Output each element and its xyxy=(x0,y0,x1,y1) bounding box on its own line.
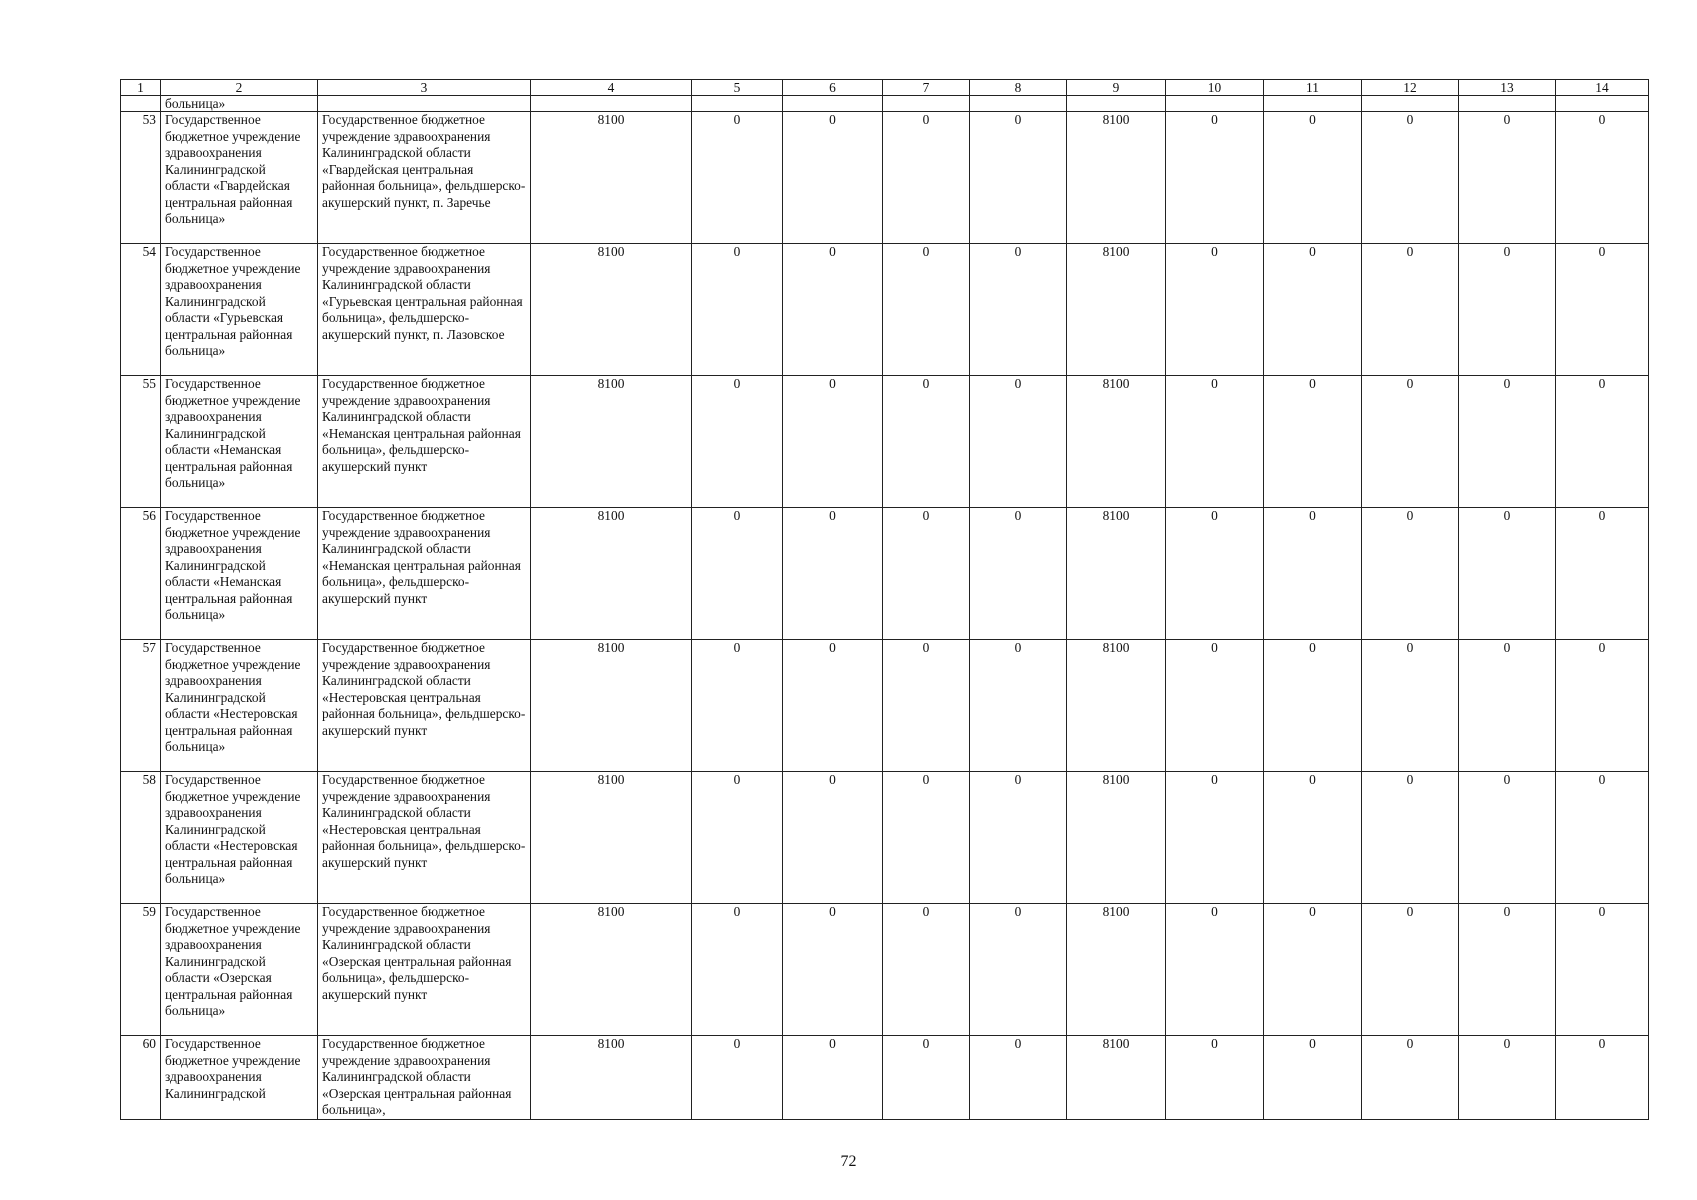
column-header: 11 xyxy=(1264,80,1362,96)
value-cell: 0 xyxy=(1264,244,1362,376)
value-cell: 0 xyxy=(692,112,783,244)
value-cell: 0 xyxy=(1166,1036,1264,1120)
facility-name: Государственное бюджетное учреждение здравоохранения Калининградской области «Гурьевская центральная районная больница», фельдшерско-акушерский пункт, п. Лазовское xyxy=(318,244,531,376)
value-cell: 0 xyxy=(1264,904,1362,1036)
row-number: 58 xyxy=(121,772,161,904)
value-cell: 0 xyxy=(1264,376,1362,508)
column-header: 1 xyxy=(121,80,161,96)
column-header: 7 xyxy=(883,80,970,96)
row-number: 53 xyxy=(121,112,161,244)
row-number: 57 xyxy=(121,640,161,772)
facility-name: Государственное бюджетное учреждение здравоохранения Калининградской области «Нестеровская центральная районная больница», фельдшерско-акушерский пункт xyxy=(318,640,531,772)
facility-name: Государственное бюджетное учреждение здравоохранения Калининградской области «Озерская центральная районная больница», фельдшерско-акушерский пункт xyxy=(318,904,531,1036)
table-cell xyxy=(692,96,783,112)
value-cell: 0 xyxy=(970,376,1067,508)
value-cell: 0 xyxy=(970,244,1067,376)
value-cell: 0 xyxy=(692,640,783,772)
table-cell xyxy=(1264,96,1362,112)
value-cell: 0 xyxy=(1459,904,1556,1036)
value-cell: 0 xyxy=(883,508,970,640)
row-number: 55 xyxy=(121,376,161,508)
row-number: 59 xyxy=(121,904,161,1036)
value-cell: 0 xyxy=(1362,112,1459,244)
value-cell: 0 xyxy=(1556,904,1649,1036)
table-cell: больница» xyxy=(161,96,318,112)
value-cell: 0 xyxy=(1264,508,1362,640)
column-header: 2 xyxy=(161,80,318,96)
facility-name: Государственное бюджетное учреждение здравоохранения Калининградской области «Неманская центральная районная больница», фельдшерско-акушерский пункт xyxy=(318,508,531,640)
value-cell: 0 xyxy=(1556,244,1649,376)
column-header: 10 xyxy=(1166,80,1264,96)
value-cell: 8100 xyxy=(1067,376,1166,508)
table-row xyxy=(121,508,1649,640)
value-cell: 8100 xyxy=(531,640,692,772)
value-cell: 0 xyxy=(692,772,783,904)
value-cell: 0 xyxy=(1556,772,1649,904)
value-cell: 0 xyxy=(1459,508,1556,640)
value-cell: 0 xyxy=(1556,1036,1649,1120)
value-cell: 0 xyxy=(783,244,883,376)
value-cell: 0 xyxy=(1166,640,1264,772)
value-cell: 0 xyxy=(783,112,883,244)
table-cell xyxy=(1067,96,1166,112)
row-number: 54 xyxy=(121,244,161,376)
value-cell: 8100 xyxy=(1067,904,1166,1036)
value-cell: 0 xyxy=(1362,1036,1459,1120)
table-row xyxy=(121,772,1649,904)
row-number: 60 xyxy=(121,1036,161,1120)
value-cell: 8100 xyxy=(531,112,692,244)
value-cell: 8100 xyxy=(1067,508,1166,640)
value-cell: 0 xyxy=(883,640,970,772)
value-cell: 0 xyxy=(883,112,970,244)
value-cell: 0 xyxy=(883,1036,970,1120)
table-row xyxy=(121,1036,1649,1120)
institution-name: Государственное бюджетное учреждение здравоохранения Калининградской области «Гурьевская центральная районная больница» xyxy=(161,244,318,376)
table-cell xyxy=(121,96,161,112)
value-cell: 0 xyxy=(692,376,783,508)
facility-name: Государственное бюджетное учреждение здравоохранения Калининградской области «Нестеровская центральная районная больница», фельдшерско-акушерский пункт xyxy=(318,772,531,904)
table-row xyxy=(121,376,1649,508)
table-header xyxy=(121,80,1649,96)
value-cell: 8100 xyxy=(531,244,692,376)
table-cell xyxy=(783,96,883,112)
value-cell: 0 xyxy=(783,508,883,640)
value-cell: 0 xyxy=(970,904,1067,1036)
value-cell: 0 xyxy=(1362,508,1459,640)
column-header: 4 xyxy=(531,80,692,96)
table-cell xyxy=(970,96,1067,112)
value-cell: 0 xyxy=(970,112,1067,244)
row-number: 56 xyxy=(121,508,161,640)
value-cell: 8100 xyxy=(531,376,692,508)
facility-name: Государственное бюджетное учреждение здравоохранения Калининградской области «Гвардейская центральная районная больница», фельдшерско-акушерский пункт, п. Заречье xyxy=(318,112,531,244)
table-row xyxy=(121,904,1649,1036)
column-header: 3 xyxy=(318,80,531,96)
value-cell: 0 xyxy=(1556,376,1649,508)
value-cell: 0 xyxy=(783,904,883,1036)
data-table xyxy=(120,79,1649,1120)
value-cell: 0 xyxy=(970,508,1067,640)
value-cell: 0 xyxy=(1459,376,1556,508)
table-cell xyxy=(318,96,531,112)
table-row xyxy=(121,640,1649,772)
facility-name: Государственное бюджетное учреждение здравоохранения Калининградской области «Неманская центральная районная больница», фельдшерско-акушерский пункт xyxy=(318,376,531,508)
value-cell: 0 xyxy=(692,244,783,376)
page-number: 72 xyxy=(840,1153,857,1170)
value-cell: 0 xyxy=(883,376,970,508)
institution-name: Государственное бюджетное учреждение здравоохранения Калининградской области «Озерская центральная районная больница» xyxy=(161,904,318,1036)
column-header: 13 xyxy=(1459,80,1556,96)
value-cell: 0 xyxy=(1459,112,1556,244)
value-cell: 0 xyxy=(1264,1036,1362,1120)
value-cell: 0 xyxy=(1362,904,1459,1036)
institution-name: Государственное бюджетное учреждение здравоохранения Калининградской xyxy=(161,1036,318,1120)
value-cell: 0 xyxy=(1166,508,1264,640)
value-cell: 8100 xyxy=(531,772,692,904)
facility-name: Государственное бюджетное учреждение здравоохранения Калининградской области «Озерская центральная районная больница», xyxy=(318,1036,531,1120)
value-cell: 0 xyxy=(1166,112,1264,244)
column-header: 6 xyxy=(783,80,883,96)
table-cell xyxy=(1459,96,1556,112)
value-cell: 0 xyxy=(883,244,970,376)
value-cell: 0 xyxy=(1362,772,1459,904)
institution-name: Государственное бюджетное учреждение здравоохранения Калининградской области «Гвардейская центральная районная больница» xyxy=(161,112,318,244)
value-cell: 8100 xyxy=(1067,640,1166,772)
value-cell: 0 xyxy=(1264,640,1362,772)
value-cell: 0 xyxy=(783,640,883,772)
value-cell: 0 xyxy=(1166,772,1264,904)
value-cell: 0 xyxy=(1264,772,1362,904)
column-header: 14 xyxy=(1556,80,1649,96)
value-cell: 0 xyxy=(1556,640,1649,772)
institution-name: Государственное бюджетное учреждение здравоохранения Калининградской области «Нестеровская центральная районная больница» xyxy=(161,640,318,772)
value-cell: 0 xyxy=(783,772,883,904)
table-cell xyxy=(531,96,692,112)
value-cell: 0 xyxy=(1166,376,1264,508)
value-cell: 0 xyxy=(1264,112,1362,244)
value-cell: 0 xyxy=(1556,508,1649,640)
value-cell: 0 xyxy=(1362,640,1459,772)
table-body xyxy=(121,96,1649,1120)
value-cell: 0 xyxy=(692,508,783,640)
value-cell: 0 xyxy=(1362,244,1459,376)
table-cell xyxy=(1166,96,1264,112)
value-cell: 0 xyxy=(692,904,783,1036)
institution-name: Государственное бюджетное учреждение здравоохранения Калининградской области «Неманская центральная районная больница» xyxy=(161,376,318,508)
value-cell: 0 xyxy=(1166,904,1264,1036)
value-cell: 0 xyxy=(883,772,970,904)
column-header: 5 xyxy=(692,80,783,96)
value-cell: 0 xyxy=(1459,772,1556,904)
value-cell: 0 xyxy=(1166,244,1264,376)
value-cell: 0 xyxy=(1459,244,1556,376)
value-cell: 0 xyxy=(970,772,1067,904)
column-header: 12 xyxy=(1362,80,1459,96)
value-cell: 8100 xyxy=(1067,772,1166,904)
value-cell: 0 xyxy=(970,1036,1067,1120)
header-row xyxy=(121,80,1649,96)
table-row xyxy=(121,244,1649,376)
value-cell: 8100 xyxy=(1067,112,1166,244)
table-cell xyxy=(1556,96,1649,112)
value-cell: 0 xyxy=(692,1036,783,1120)
value-cell: 0 xyxy=(1556,112,1649,244)
table-cell xyxy=(1362,96,1459,112)
value-cell: 0 xyxy=(883,904,970,1036)
institution-name: Государственное бюджетное учреждение здравоохранения Калининградской области «Нестеровская центральная районная больница» xyxy=(161,772,318,904)
value-cell: 8100 xyxy=(531,508,692,640)
value-cell: 8100 xyxy=(531,1036,692,1120)
value-cell: 0 xyxy=(1362,376,1459,508)
continuation-row xyxy=(121,96,1649,112)
column-header: 8 xyxy=(970,80,1067,96)
value-cell: 0 xyxy=(783,376,883,508)
table-cell xyxy=(883,96,970,112)
column-header: 9 xyxy=(1067,80,1166,96)
value-cell: 0 xyxy=(1459,640,1556,772)
value-cell: 0 xyxy=(970,640,1067,772)
value-cell: 8100 xyxy=(1067,244,1166,376)
value-cell: 0 xyxy=(783,1036,883,1120)
table-row xyxy=(121,112,1649,244)
value-cell: 8100 xyxy=(531,904,692,1036)
value-cell: 8100 xyxy=(1067,1036,1166,1120)
institution-name: Государственное бюджетное учреждение здравоохранения Калининградской области «Неманская центральная районная больница» xyxy=(161,508,318,640)
value-cell: 0 xyxy=(1459,1036,1556,1120)
